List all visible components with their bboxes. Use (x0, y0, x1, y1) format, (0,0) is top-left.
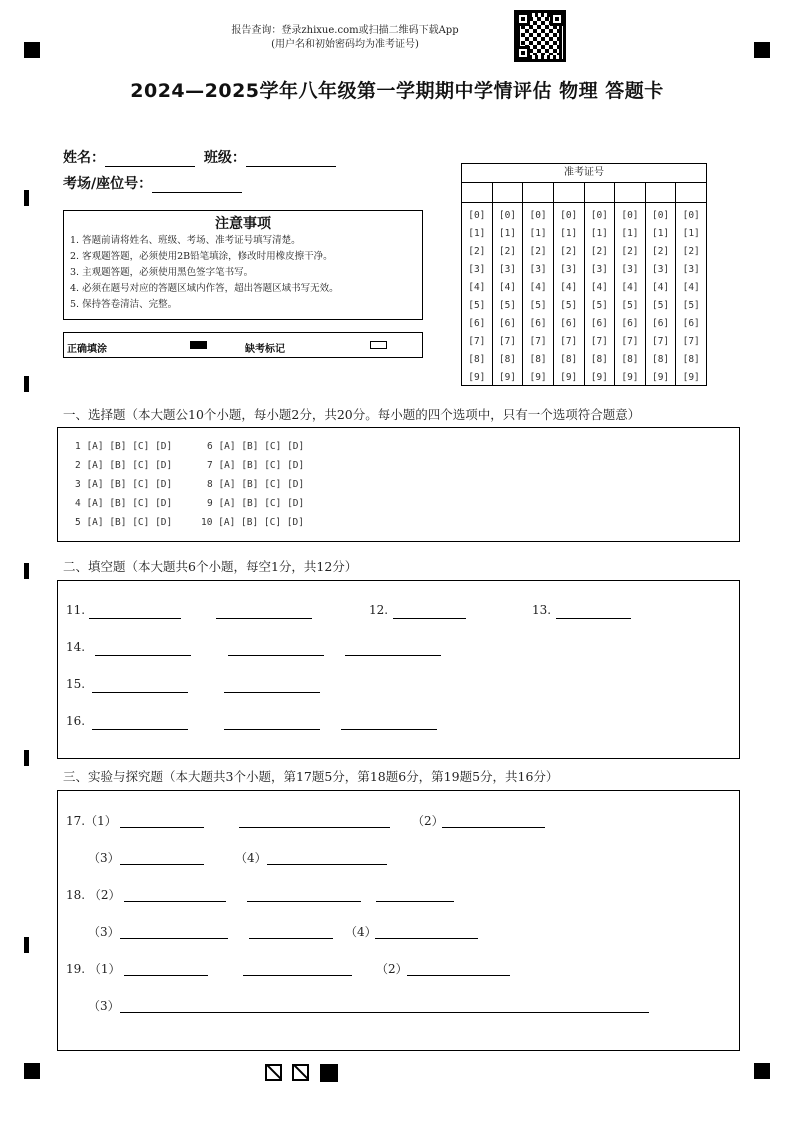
timing-mark (24, 376, 29, 392)
ticket-digit-bubble[interactable]: [5] (498, 300, 517, 311)
ticket-digit-column (615, 203, 646, 385)
ticket-digit-bubble[interactable]: [6] (560, 318, 578, 329)
ticket-digit-bubble[interactable]: [5] (682, 300, 700, 311)
q19-2-label: （2） (376, 962, 408, 976)
answer-line[interactable] (224, 729, 320, 730)
corner-mark-top-right (754, 42, 770, 58)
ticket-digit-bubble[interactable]: [4] (651, 282, 670, 293)
seat-field[interactable] (152, 179, 242, 193)
absent-mark-label: 缺考标记 (245, 344, 285, 355)
answer-line[interactable] (239, 827, 390, 828)
q12-label: 12. (369, 603, 389, 617)
ticket-digit-bubble[interactable]: [9] (651, 372, 670, 383)
ticket-digit-bubble[interactable]: [8] (529, 354, 547, 365)
ticket-digit-bubble[interactable]: [7] (529, 336, 547, 347)
ticket-digit-bubble[interactable]: [9] (590, 372, 608, 383)
choice-question-row[interactable]: 5 [A] [B] [C] [D] (75, 517, 173, 528)
ticket-digit-bubble[interactable]: [3] (682, 264, 700, 275)
ticket-digit-bubble[interactable]: [0] (529, 210, 547, 221)
ticket-digit-bubble[interactable]: [8] (468, 354, 486, 365)
ticket-digit-bubble[interactable]: [7] (468, 336, 486, 347)
q16-label: 16. (66, 714, 86, 728)
ticket-digit-bubble[interactable]: [6] (621, 318, 639, 329)
answer-line[interactable] (376, 901, 454, 902)
ticket-digit-bubble[interactable]: [3] (498, 264, 517, 275)
name-label: 姓名： (63, 150, 105, 166)
corner-mark-bottom-left (24, 1063, 40, 1079)
correct-fill-label: 正确填涂 (67, 344, 107, 355)
ticket-digit-bubble[interactable]: [5] (560, 300, 578, 311)
ticket-digit-bubble[interactable]: [2] (651, 246, 670, 257)
ticket-digit-entry[interactable] (462, 183, 493, 202)
ticket-digit-bubble[interactable]: [6] (590, 318, 608, 329)
ticket-digit-bubble[interactable]: [1] (590, 228, 608, 239)
notice-item: 5. 保持答卷清洁、完整。 (70, 299, 178, 310)
q17-4-label: （4） (235, 851, 267, 865)
experiment-answer-area (57, 790, 740, 1051)
answer-line[interactable] (120, 938, 228, 939)
absent-checkbox[interactable] (370, 341, 387, 349)
ticket-digit-bubble[interactable]: [6] (468, 318, 486, 329)
ticket-digit-bubble[interactable]: [8] (621, 354, 639, 365)
ticket-digit-bubble[interactable]: [1] (560, 228, 578, 239)
notice-item: 3. 主观题答题，必须使用黑色签字笔书写。 (70, 267, 254, 278)
ticket-digit-bubble[interactable]: [5] (651, 300, 670, 311)
q18-4-label: （4） (345, 925, 377, 939)
answer-line[interactable] (393, 618, 466, 619)
timing-mark (24, 750, 29, 766)
ticket-digit-bubble[interactable]: [3] (529, 264, 547, 275)
ticket-digit-entry[interactable] (523, 183, 554, 202)
ticket-digit-column (646, 203, 677, 385)
ticket-digit-bubble[interactable]: [0] (590, 210, 608, 221)
ticket-digit-bubble[interactable]: [9] (682, 372, 700, 383)
ticket-digit-column (462, 203, 493, 385)
corner-mark-top-left (24, 42, 40, 58)
ticket-digit-bubble[interactable]: [4] (560, 282, 578, 293)
q18-3-label: （3） (88, 925, 120, 939)
ticket-digit-bubble[interactable]: [4] (682, 282, 700, 293)
ticket-digit-bubble[interactable]: [3] (468, 264, 486, 275)
fill-legend (63, 332, 423, 358)
ticket-digit-bubble[interactable]: [6] (682, 318, 700, 329)
ticket-digit-bubble[interactable]: [0] (560, 210, 578, 221)
choice-question-row[interactable]: 3 [A] [B] [C] [D] (75, 479, 173, 490)
page-title: 2024—2025学年八年级第一学期期中学情评估 物理 答题卡 (130, 80, 664, 102)
ticket-digit-bubble[interactable]: [8] (560, 354, 578, 365)
page-check-mark (292, 1064, 309, 1081)
seat-label: 考场/座位号： (63, 176, 153, 192)
ticket-digit-bubble[interactable]: [5] (468, 300, 486, 311)
ticket-digit-bubble[interactable]: [8] (682, 354, 700, 365)
ticket-digit-bubble[interactable]: [6] (498, 318, 517, 329)
choice-question-row[interactable]: 8 [A] [B] [C] [D] (207, 479, 305, 490)
ticket-digit-bubble[interactable]: [4] (498, 282, 517, 293)
ticket-digit-bubble[interactable]: [6] (529, 318, 547, 329)
ticket-digit-bubble[interactable]: [2] (621, 246, 639, 257)
notice-item: 2. 客观题答题，必须使用2B铅笔填涂，修改时用橡皮擦干净。 (70, 251, 333, 262)
answer-line[interactable] (228, 655, 324, 656)
choice-question-row[interactable]: 6 [A] [B] [C] [D] (207, 441, 305, 452)
answer-line[interactable] (95, 655, 191, 656)
ticket-digit-bubble[interactable]: [9] (621, 372, 639, 383)
q11-label: 11. (66, 603, 86, 617)
ticket-digit-bubble[interactable]: [5] (621, 300, 639, 311)
ticket-digit-bubble[interactable]: [4] (621, 282, 639, 293)
timing-mark (24, 190, 29, 206)
ticket-digit-bubble[interactable]: [2] (498, 246, 517, 257)
ticket-digit-bubble[interactable]: [1] (529, 228, 547, 239)
ticket-digit-bubble[interactable]: [2] (529, 246, 547, 257)
ticket-number-grid (461, 163, 707, 386)
ticket-digit-column (493, 203, 524, 385)
fill-answer-area (57, 580, 740, 759)
ticket-digit-bubble[interactable]: [3] (560, 264, 578, 275)
timing-mark (24, 563, 29, 579)
ticket-digit-bubble[interactable]: [1] (468, 228, 486, 239)
answer-line[interactable] (120, 864, 204, 865)
ticket-digit-bubble[interactable]: [5] (529, 300, 547, 311)
ticket-digit-bubble[interactable]: [0] (468, 210, 486, 221)
ticket-digit-entry[interactable] (615, 183, 646, 202)
answer-line[interactable] (120, 827, 204, 828)
class-label: 班级： (203, 150, 246, 166)
q17-3-label: （3） (88, 851, 120, 865)
notice-item: 1. 答题前请将姓名、班级、考场、准考证号填写清楚。 (70, 235, 301, 246)
ticket-digit-bubble[interactable]: [0] (621, 210, 639, 221)
q13-label: 13. (532, 603, 552, 617)
ticket-digit-entry[interactable] (493, 183, 524, 202)
q14-label: 14. (66, 640, 86, 654)
answer-line[interactable] (556, 618, 631, 619)
ticket-digit-bubble[interactable]: [1] (651, 228, 670, 239)
choice-question-row[interactable]: 4 [A] [B] [C] [D] (75, 498, 173, 509)
section-experiment-title: 三、实验与探究题（本大题共3个小题，第17题5分，第18题6分，第19题5分，共16分） (63, 769, 559, 784)
student-info-row (63, 147, 336, 167)
ticket-digit-bubble[interactable]: [1] (498, 228, 517, 239)
q19-3-label: （3） (88, 999, 120, 1013)
answer-line[interactable] (224, 692, 320, 693)
answer-line[interactable] (341, 729, 437, 730)
ticket-digit-column (585, 203, 616, 385)
q17-label: 17.（1） (66, 814, 117, 828)
class-field[interactable] (246, 153, 336, 167)
ticket-digit-bubble[interactable]: [7] (682, 336, 700, 347)
choice-question-row[interactable]: 2 [A] [B] [C] [D] (75, 460, 173, 471)
ticket-digit-entry[interactable] (676, 183, 706, 202)
filled-sample-icon (190, 341, 207, 349)
ticket-digit-bubble[interactable]: [3] (621, 264, 639, 275)
ticket-digit-entry[interactable] (585, 183, 616, 202)
answer-line[interactable] (124, 975, 208, 976)
ticket-digit-bubble[interactable]: [8] (498, 354, 517, 365)
choice-question-row[interactable]: 1 [A] [B] [C] [D] (75, 441, 173, 452)
ticket-digit-bubble[interactable]: [2] (682, 246, 700, 257)
ticket-digit-bubble[interactable]: [0] (651, 210, 670, 221)
section-choice-title: 一、选择题（本大题公10个小题，每小题2分，共20分。每小题的四个选项中，只有一个选项符合题意） (63, 407, 641, 422)
answer-line[interactable] (407, 975, 510, 976)
report-query-line: 报告查询：登录zhixue.com或扫描二维码下载App (231, 25, 459, 36)
ticket-digit-bubble[interactable]: [8] (651, 354, 670, 365)
ticket-digit-bubble[interactable]: [2] (468, 246, 486, 257)
section-fill-title: 二、填空题（本大题共6个小题，每空1分，共12分） (63, 559, 358, 574)
name-field[interactable] (105, 153, 195, 167)
answer-line[interactable] (124, 901, 226, 902)
answer-line[interactable] (375, 938, 478, 939)
ticket-digit-bubble[interactable]: [3] (590, 264, 608, 275)
ticket-digit-bubble[interactable]: [4] (590, 282, 608, 293)
answer-line[interactable] (89, 618, 181, 619)
ticket-digit-bubble[interactable]: [0] (682, 210, 700, 221)
answer-line[interactable] (345, 655, 441, 656)
ticket-digit-bubble[interactable]: [7] (590, 336, 608, 347)
q17-2-label: （2） (412, 814, 444, 828)
report-query-note: (用户名和初始密码均为准考证号) (271, 39, 419, 50)
ticket-digit-bubble[interactable]: [6] (651, 318, 670, 329)
ticket-digit-bubble[interactable]: [0] (498, 210, 517, 221)
choice-question-row[interactable]: 7 [A] [B] [C] [D] (207, 460, 305, 471)
answer-line[interactable] (267, 864, 387, 865)
ticket-digit-bubble[interactable]: [9] (560, 372, 578, 383)
ticket-digit-bubble[interactable]: [9] (498, 372, 517, 383)
ticket-title: 准考证号 (462, 164, 706, 183)
notice-title: 注意事项 (215, 216, 271, 232)
ticket-digit-bubble[interactable]: [5] (590, 300, 608, 311)
ticket-digit-bubble[interactable]: [1] (682, 228, 700, 239)
ticket-digit-entry[interactable] (646, 183, 677, 202)
seat-info-row (63, 173, 242, 193)
ticket-digit-column (523, 203, 554, 385)
answer-line[interactable] (92, 692, 188, 693)
ticket-digit-bubble[interactable]: [4] (529, 282, 547, 293)
ticket-digit-bubble[interactable]: [4] (468, 282, 486, 293)
qr-code-icon (514, 10, 566, 62)
ticket-digit-bubble[interactable]: [7] (498, 336, 517, 347)
ticket-digit-bubble[interactable]: [2] (590, 246, 608, 257)
answer-line[interactable] (442, 827, 545, 828)
ticket-digit-bubble[interactable]: [7] (621, 336, 639, 347)
answer-line[interactable] (216, 618, 312, 619)
answer-line[interactable] (249, 938, 333, 939)
choice-question-row[interactable]: 9 [A] [B] [C] [D] (207, 498, 305, 509)
ticket-digit-bubble[interactable]: [9] (529, 372, 547, 383)
ticket-digit-bubble[interactable]: [9] (468, 372, 486, 383)
ticket-digit-column (554, 203, 585, 385)
ticket-digit-bubble[interactable]: [8] (590, 354, 608, 365)
choice-question-row[interactable]: 10 [A] [B] [C] [D] (201, 517, 304, 528)
ticket-digit-bubble[interactable]: [7] (651, 336, 670, 347)
page-filled-mark (320, 1064, 338, 1082)
page-check-mark (265, 1064, 282, 1081)
ticket-digit-entry[interactable] (554, 183, 585, 202)
ticket-digit-bubble[interactable]: [7] (560, 336, 578, 347)
answer-line[interactable] (247, 901, 361, 902)
choice-answer-area (57, 427, 740, 542)
corner-mark-bottom-right (754, 1063, 770, 1079)
answer-line[interactable] (120, 1012, 649, 1013)
answer-line[interactable] (243, 975, 352, 976)
q15-label: 15. (66, 677, 86, 691)
q18-label: 18. （2） (66, 888, 121, 902)
ticket-digit-bubble[interactable]: [1] (621, 228, 639, 239)
notice-box (63, 210, 423, 320)
q19-label: 19. （1） (66, 962, 121, 976)
notice-item: 4. 必须在题号对应的答题区域内作答，超出答题区域书写无效。 (70, 283, 339, 294)
timing-mark (24, 937, 29, 953)
answer-line[interactable] (92, 729, 188, 730)
ticket-digit-bubble[interactable]: [2] (560, 246, 578, 257)
ticket-digit-bubble[interactable]: [3] (651, 264, 670, 275)
ticket-digit-column (676, 203, 706, 385)
